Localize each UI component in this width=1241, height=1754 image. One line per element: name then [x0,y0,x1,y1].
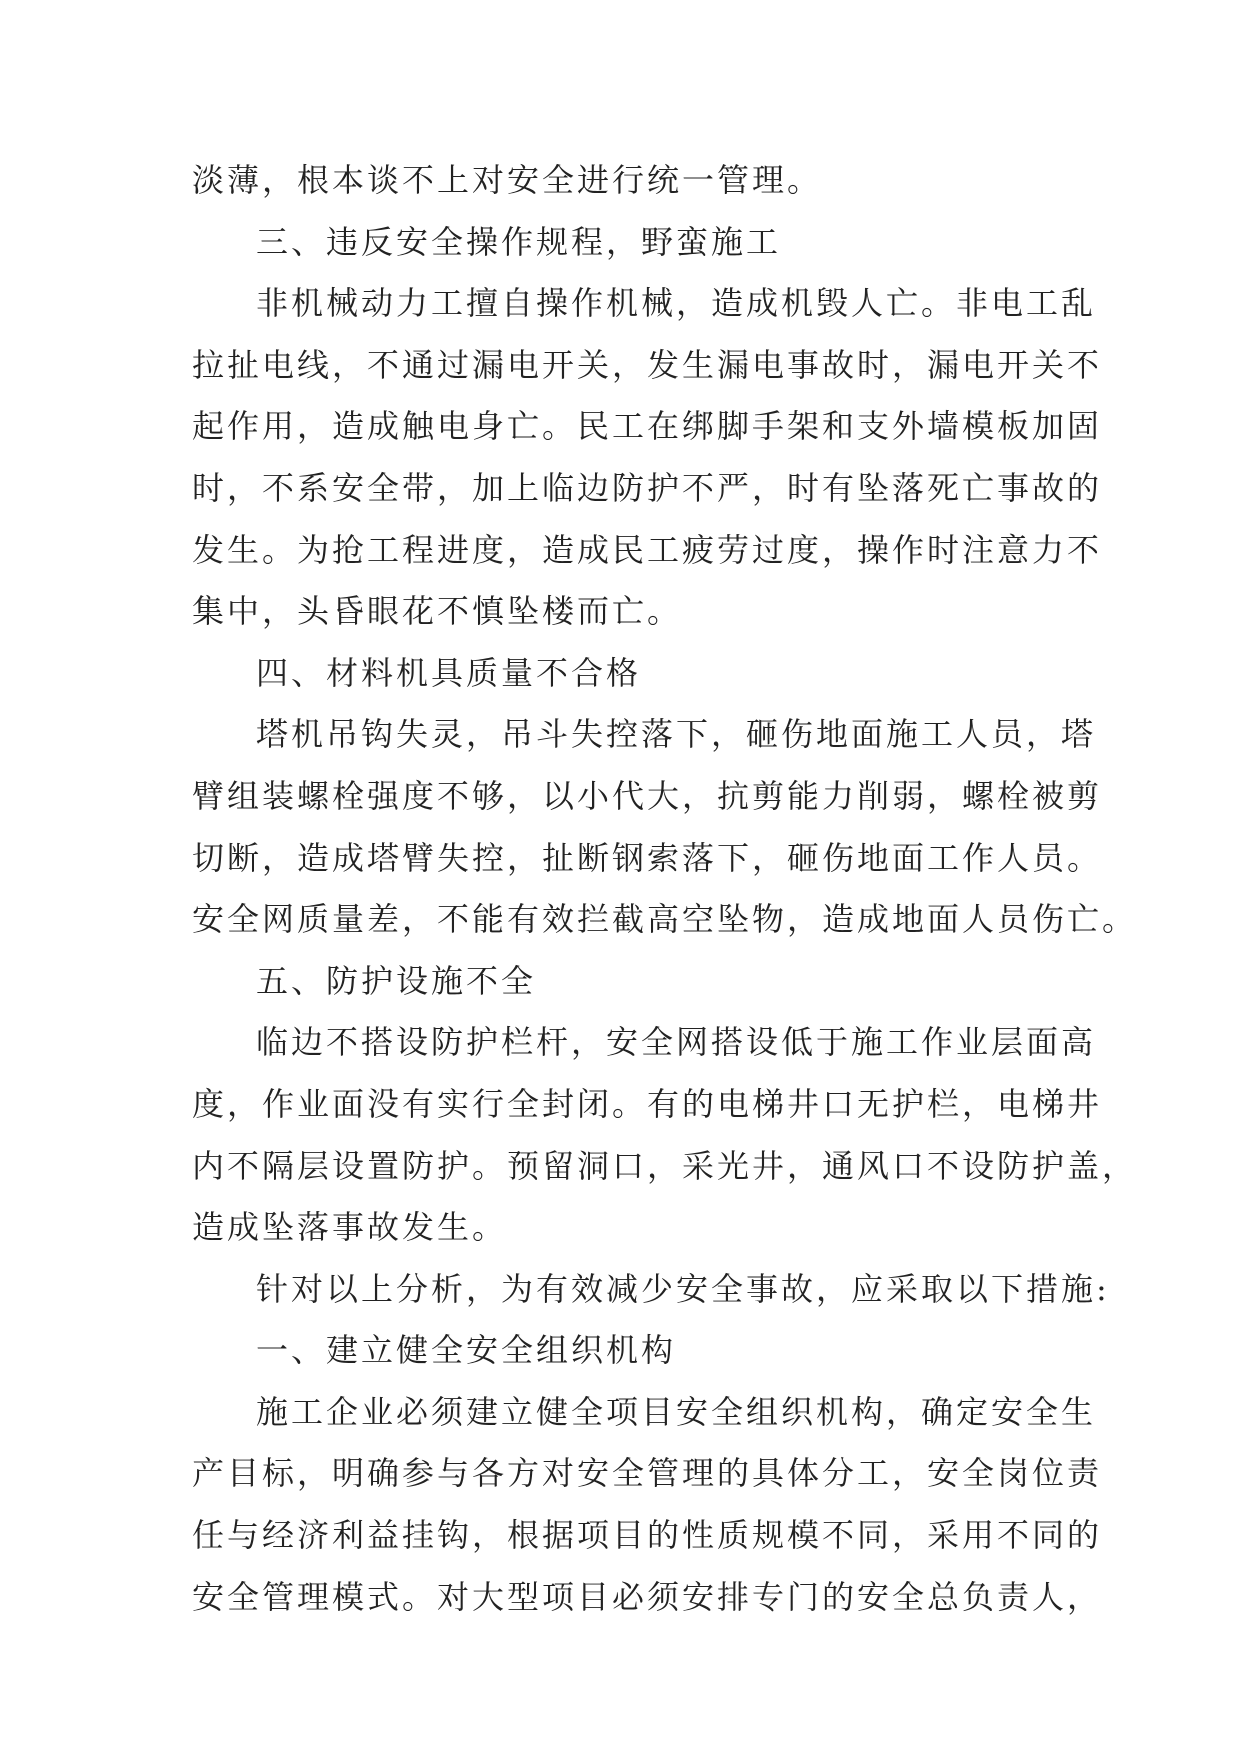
text-line: 临边不搭设防护栏杆，安全网搭设低于施工作业层面高 [256,1023,1097,1062]
text-line: 任与经济利益挂钩，根据项目的性质规模不同，采用不同的 [192,1516,1103,1555]
text-line: 施工企业必须建立健全项目安全组织机构，确定安全生 [256,1392,1097,1431]
text-line: 安全网质量差，不能有效拦截高空坠物，造成地面人员伤亡。 [192,900,1138,939]
text-line: 度，作业面没有实行全封闭。有的电梯井口无护栏，电梯井 [192,1084,1103,1123]
text-line: 一、建立健全安全组织机构 [256,1331,677,1370]
text-line: 四、材料机具质量不合格 [256,653,642,692]
text-line: 淡薄，根本谈不上对安全进行统一管理。 [192,161,823,199]
text-line: 臂组装螺栓强度不够，以小代大，抗剪能力削弱，螺栓被剪 [192,776,1103,815]
text-line: 起作用，造成触电身亡。民工在绑脚手架和支外墙模板加固 [192,407,1103,446]
text-line: 安全管理模式。对大型项目必须安排专门的安全总负责人， [192,1577,1103,1616]
body-text [192,150,1138,1628]
text-line: 造成坠落事故发生。 [192,1208,508,1247]
text-line: 三、违反安全操作规程，野蛮施工 [256,222,782,261]
text-line: 塔机吊钩失灵，吊斗失控落下，砸伤地面施工人员，塔 [256,715,1097,754]
text-line: 非机械动力工擅自操作机械，造成机毁人亡。非电工乱 [256,284,1097,323]
text-line: 发生。为抢工程进度，造成民工疲劳过度，操作时注意力不 [192,530,1103,569]
text-line: 针对以上分析，为有效减少安全事故，应采取以下措施: [256,1269,1110,1308]
text-line: 内不隔层设置防护。预留洞口，采光井，通风口不设防护盖， [192,1146,1138,1185]
text-line: 拉扯电线，不通过漏电开关，发生漏电事故时，漏电开关不 [192,345,1103,384]
text-line: 集中，头昏眼花不慎坠楼而亡。 [192,592,683,631]
text-line: 时，不系安全带，加上临边防护不严，时有坠落死亡事故的 [192,468,1103,507]
text-line: 切断，造成塔臂失控，扯断钢索落下，砸伤地面工作人员。 [192,838,1103,877]
text-line: 五、防护设施不全 [256,961,537,1000]
text-line: 产目标，明确参与各方对安全管理的具体分工，安全岗位责 [192,1454,1103,1493]
